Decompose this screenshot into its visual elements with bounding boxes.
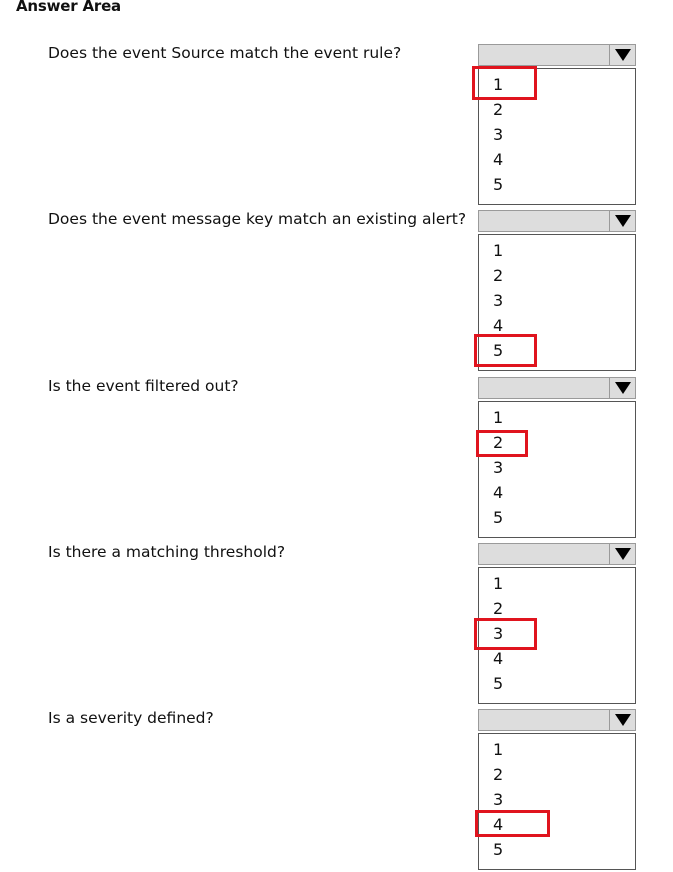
- question-block-4: [0, 543, 673, 705]
- option-item[interactable]: 3: [493, 458, 504, 477]
- question-text: Does the event message key match an existing alert?: [48, 210, 467, 228]
- option-item[interactable]: 3: [493, 790, 504, 809]
- option-item[interactable]: 5: [493, 508, 504, 527]
- option-item[interactable]: 1: [493, 408, 504, 427]
- dropdown-arrow-button[interactable]: [609, 45, 635, 65]
- dropdown-arrow-button[interactable]: [609, 710, 635, 730]
- option-item[interactable]: 2: [493, 100, 504, 119]
- dropdown-arrow-button[interactable]: [609, 211, 635, 231]
- triangle-down-icon: [615, 49, 631, 61]
- option-item[interactable]: 3: [493, 291, 504, 310]
- answer-dropdown[interactable]: [478, 377, 636, 399]
- option-item[interactable]: 3: [493, 624, 504, 643]
- triangle-down-icon: [615, 215, 631, 227]
- option-item[interactable]: 2: [493, 765, 504, 784]
- option-item[interactable]: 1: [493, 740, 504, 759]
- answer-dropdown[interactable]: [478, 543, 636, 565]
- question-text: Is the event filtered out?: [48, 377, 239, 395]
- selected-answer-highlight: [475, 810, 550, 837]
- answer-dropdown[interactable]: [478, 44, 636, 66]
- option-list: [478, 401, 636, 538]
- selected-answer-highlight: [472, 66, 537, 100]
- option-item[interactable]: 5: [493, 341, 504, 360]
- question-text: Does the event Source match the event rule?: [48, 44, 402, 62]
- option-list: [478, 733, 636, 870]
- question-text: Is a severity defined?: [48, 709, 214, 727]
- option-item[interactable]: 1: [493, 574, 504, 593]
- dropdown-arrow-button[interactable]: [609, 378, 635, 398]
- option-item[interactable]: 1: [493, 75, 504, 94]
- option-item[interactable]: 3: [493, 125, 504, 144]
- option-item[interactable]: 2: [493, 599, 504, 618]
- selected-answer-highlight: [476, 430, 528, 457]
- answer-area-title: Answer Area: [16, 0, 121, 15]
- option-item[interactable]: 2: [493, 266, 504, 285]
- option-item[interactable]: 4: [493, 815, 504, 834]
- question-text: Is there a matching threshold?: [48, 543, 286, 561]
- option-item[interactable]: 4: [493, 483, 504, 502]
- option-item[interactable]: 2: [493, 433, 504, 452]
- selected-answer-highlight: [474, 334, 537, 367]
- option-item[interactable]: 5: [493, 175, 504, 194]
- question-block-2: [0, 210, 673, 372]
- option-item[interactable]: 1: [493, 241, 504, 260]
- question-block-3: [0, 377, 673, 539]
- question-block-1: [0, 44, 673, 206]
- option-item[interactable]: 5: [493, 674, 504, 693]
- answer-dropdown[interactable]: [478, 210, 636, 232]
- selected-answer-highlight: [474, 618, 537, 650]
- option-item[interactable]: 4: [493, 649, 504, 668]
- answer-dropdown[interactable]: [478, 709, 636, 731]
- option-item[interactable]: 4: [493, 150, 504, 169]
- triangle-down-icon: [615, 714, 631, 726]
- triangle-down-icon: [615, 548, 631, 560]
- dropdown-arrow-button[interactable]: [609, 544, 635, 564]
- option-item[interactable]: 4: [493, 316, 504, 335]
- triangle-down-icon: [615, 382, 631, 394]
- option-item[interactable]: 5: [493, 840, 504, 859]
- question-block-5: [0, 709, 673, 871]
